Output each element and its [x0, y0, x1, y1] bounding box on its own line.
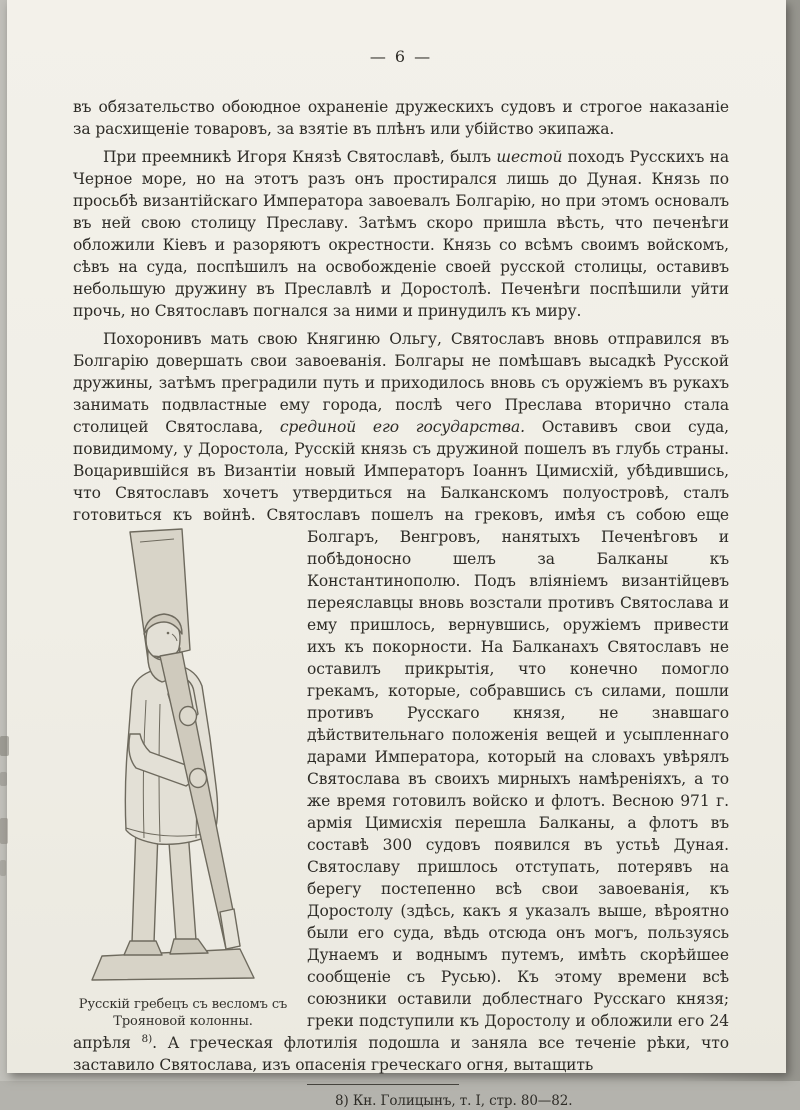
paragraph-3: [73, 328, 729, 1076]
figure-caption-line1: Русскій гребецъ съ весломъ съ: [78, 997, 288, 1012]
paragraph-3-text-cont: Оставивъ свои суда, повидимому, у Доростола, Русскій князь съ дружиной пошелъ въ глубь страны. Воцарившійся въ Византіи новый Императоръ Іоаннъ Цимисхій, убѣдившись, что Святославъ хочетъ утвердиться на Балканскомъ полуостровѣ, сталъ готовиться къ войнѣ. Святославъ пошелъ на грековъ, имѣя съ собою еще Болгаръ, Венгровъ, нанятыхъ: [73, 418, 729, 546]
rower-statue-illustration: [88, 528, 278, 986]
scan-artifact: [0, 860, 6, 876]
footnote-text-content: 8) Кн. Голицынъ, т. I, стр. 80—82.: [335, 1093, 573, 1109]
figure-caption: [77, 996, 289, 1030]
page-number: — 6 —: [369, 47, 433, 66]
scan-artifact: [0, 818, 8, 844]
text-block: [73, 46, 729, 1110]
footnote-reference: 8): [141, 1032, 153, 1045]
paragraph-2-italic: шестой: [496, 148, 563, 166]
figure-caption-line2: Трояновой колонны.: [113, 1014, 253, 1029]
book-page: [7, 0, 786, 1109]
paragraph-2: [73, 146, 729, 322]
paragraph-1: [73, 96, 729, 140]
paragraph-3-wrapped-text: Печенѣговъ и побѣдоносно шелъ за Балканы къ Константинополю. Подъ вліяніемъ византійцевъ переяславцы вновь возстали противъ Святослава и ему пришлось, вернувшись, оружіемъ привести ихъ къ покорности. На Балканахъ Святославъ не оставилъ прикрытія, что конечно помогло грекамъ, которые, собравшись съ силами, пошли противъ Русскаго князя, не знавшаго дѣйствительнаго положенія вещей и усыпленнаго дарами Императора, который на словахъ увѣрялъ Святослава въ своихъ мирныхъ намѣреніяхъ, а то же время готовилъ войско и флотъ. Весною 971 г. армія Цимисхія перешла Балканы, а флотъ въ составѣ 300 судовъ появился въ устьѣ Дуная. Святославу пришлось отступать, потерявъ на берегу постепенно всѣ свои завоеванія, къ Доростолу (здѣсь, какъ я указалъ выше, вѣроятно были его суда, вѣдь отсюда онъ могъ, пользуясь Дунаемъ и воднымъ путемъ, имѣть скорѣйшее сообщеніе съ Русью). Къ этому времени всѣ союзники оставили доблестнаго Русскаго князя; греки подступили къ Доростолу и обложили его 24 апрѣля: [73, 528, 729, 1052]
paragraph-2-text-cont: походъ Русскихъ на Черное море, но на этотъ разъ онъ простирался лишь до Дуная. Князь по просьбѣ византійскаго Императора завоевалъ Болгарію, но при этомъ основалъ въ ней свою столицу Преславу. Затѣмъ скоро пришла вѣсть, что печенѣги обложили Кіевъ и разоряютъ окрестности. Князь со всѣмъ своимъ войскомъ, сѣвъ на суда, поспѣшилъ на освобожденіе своей русской столицы, оставивъ небольшую дружину въ Преславлѣ и Доростолѣ. Печенѣги поспѣшили уйти прочь, но Святославъ погнался за ними и принудилъ къ миру.: [73, 148, 729, 320]
paragraph-3-text-end: . А греческая флотилія подошла и заняла все теченіе рѣки, что заставило Святослава, изъ опасенія греческаго огня, вытащить: [73, 1034, 729, 1074]
paragraph-3-italic: срединой его государства.: [279, 418, 525, 436]
footnote: [307, 1084, 729, 1110]
scan-artifact: [0, 772, 7, 786]
figure: [77, 528, 289, 1030]
paragraph-3-text: Похоронивъ мать свою Княгиню Ольгу, Святославъ вновь отправился въ Болгарію довершать свои завоеванія. Болгары не помѣшавъ высадкѣ Русской дружины, затѣмъ преградили путь и приходилось вновь съ оружіемъ въ рукахъ занимать подвластные ему города, послѣ чего Преслава вторично стала столицей Святослава,: [73, 330, 729, 436]
paragraph-1-text: въ обязательство обоюдное охраненіе дружескихъ судовъ и строгое наказаніе за расхищеніе товаровъ, за взятіе въ плѣнъ или убійство экипажа.: [73, 98, 729, 138]
scan-artifact: [0, 736, 9, 756]
footnote-text: [307, 1092, 729, 1110]
footnote-separator: [307, 1084, 459, 1085]
paragraph-2-text: При преемникѣ Игоря Князѣ Святославѣ, былъ: [103, 148, 497, 166]
